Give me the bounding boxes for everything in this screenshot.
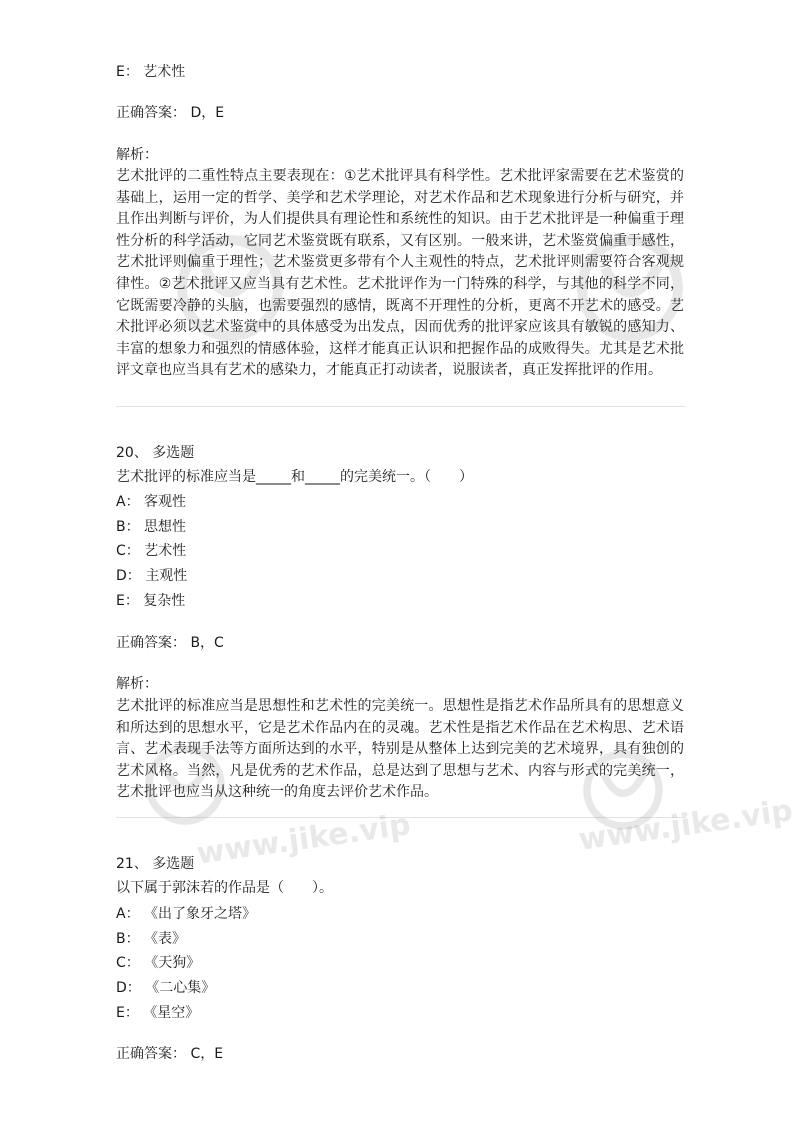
q21-option-d: D： 《二心集》 bbox=[116, 980, 216, 996]
watermark-url: www.jike.vip bbox=[576, 793, 795, 858]
prev-option-e: E： 艺术性 bbox=[116, 64, 186, 80]
q21-option-a: A： 《出了象牙之塔》 bbox=[116, 906, 257, 922]
q20-question: 艺术批评的标准应当是_____和_____的完美统一。（ ） bbox=[116, 469, 473, 485]
q20-option-b: B： 思想性 bbox=[116, 519, 187, 535]
watermark-url: www.jike.vip bbox=[194, 807, 413, 872]
q20-option-a: A： 客观性 bbox=[116, 494, 187, 510]
q21-answer: 正确答案： C，E bbox=[116, 1046, 224, 1062]
prev-analysis-text: 艺术批评的二重性特点主要表现在：①艺术批评具有科学性。艺术批评家需要在艺术鉴赏的基础上，运用一定的哲学、美学和艺术学理论，对艺术作品和艺术现象进行分析与研究，并且作出判断与评价，为人们提供具有理论性和系统性的知识。由于艺术批评是一种偏重于理性分析的科学活动，它同艺术鉴赏既有联系，又有区别。一般来讲，艺术鉴赏偏重于感性，艺术批评则偏重于理性；艺术鉴赏更多带有个人主观性的特点，艺术批评则需要符合客观规律性。②艺术批评又应当具有艺术性。艺术批评作为一门特殊的科学，与其他的科学不同，它既需要冷静的头脑，也需要强烈的感情，既离不开理性的分析，更离不开艺术的感受。艺术批评必须以艺术鉴赏中的具体感受为出发点，因而优秀的批评家应该具有敏锐的感知力、丰富的想象力和强烈的情感体验，这样才能真正认识和把握作品的成败得失。尤其是艺术批评文章也应当具有艺术的感染力，才能真正打动读者，说服读者，真正发挥批评的作用。 bbox=[116, 168, 684, 379]
q21-option-b: B： 《表》 bbox=[116, 931, 187, 947]
q21-option-c: C： 《天狗》 bbox=[116, 955, 201, 971]
q20-analysis-text: 艺术批评的标准应当是思想性和艺术性的完美统一。思想性是指艺术作品所具有的思想意义和所达到的思想水平，它是艺术作品内在的灵魂。艺术性是指艺术作品在艺术构思、艺术语言、艺术表现手法等方面所达到的水平，特别是从整体上达到完美的艺术境界，具有独创的艺术风格。当然，凡是优秀的艺术作品，总是达到了思想与艺术、内容与形式的完美统一，艺术批评也应当从这种统一的角度去评价艺术作品。 bbox=[116, 698, 684, 801]
q20-header: 20、 多选题 bbox=[116, 445, 195, 461]
section-divider bbox=[116, 817, 686, 818]
q21-header: 21、 多选题 bbox=[116, 856, 195, 872]
q21-option-e: E： 《星空》 bbox=[116, 1005, 200, 1021]
q20-option-c: C： 艺术性 bbox=[116, 543, 187, 559]
q20-option-e: E： 复杂性 bbox=[116, 593, 186, 609]
prev-answer: 正确答案： D，E bbox=[116, 105, 225, 121]
section-divider bbox=[116, 406, 686, 407]
q20-option-d: D： 主观性 bbox=[116, 568, 188, 584]
q20-analysis-label: 解析： bbox=[116, 676, 158, 692]
q21-question: 以下属于郭沫若的作品是（ ）。 bbox=[116, 880, 333, 896]
prev-analysis-label: 解析： bbox=[116, 147, 158, 163]
q20-answer: 正确答案： B，C bbox=[116, 635, 224, 651]
